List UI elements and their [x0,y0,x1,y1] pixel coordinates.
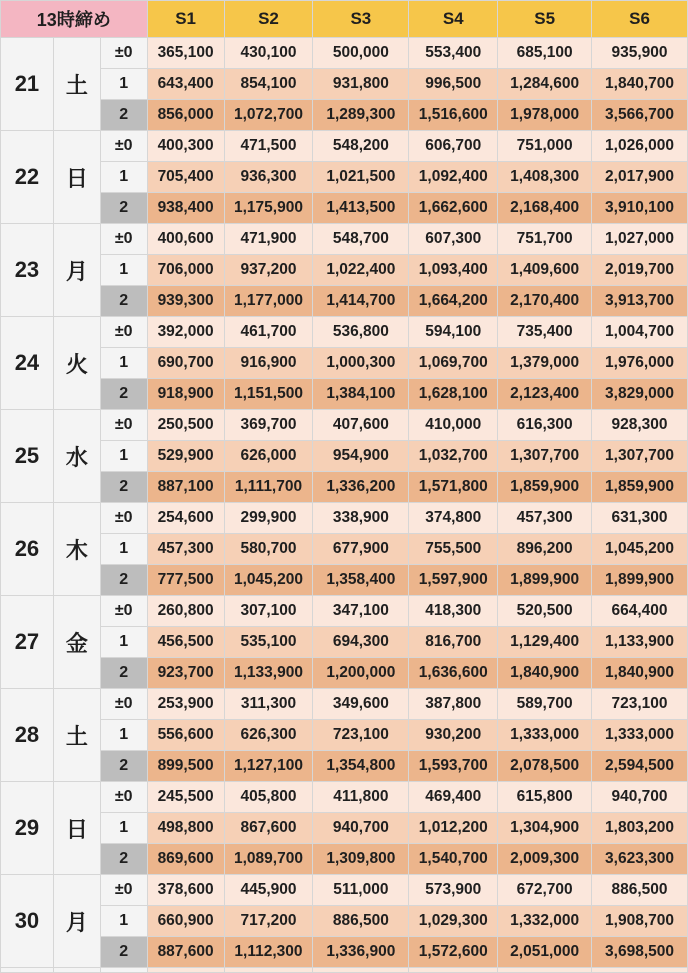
price-cell-s5: 896,200 [498,534,592,565]
price-cell-s4: 1,092,400 [409,162,498,193]
table-row [1,906,688,937]
price-cell-s6: 1,899,900 [592,565,688,596]
price-cell-s2: 626,300 [224,720,313,751]
date-cell: 30 [1,875,54,968]
weekday-cell: 日 [53,782,100,875]
price-cell-s6: 886,500 [592,875,688,906]
price-cell-s6: 1,026,000 [592,131,688,162]
level-cell: 1 [100,441,147,472]
table-row [1,38,688,69]
price-cell-s1: 660,900 [147,906,224,937]
price-cell-s6: 1,027,000 [592,224,688,255]
price-cell-s6: 1,133,900 [592,627,688,658]
level-cell: ±0 [100,596,147,627]
level-cell: ±0 [100,689,147,720]
price-cell-s5: 1,859,900 [498,472,592,503]
price-cell-s2: 580,700 [224,534,313,565]
price-cell-s4: 930,200 [409,720,498,751]
price-cell-s4: 1,012,200 [409,813,498,844]
table-row [1,286,688,317]
price-cell-s4: 374,800 [409,503,498,534]
price-cell-s6: 2,594,500 [592,751,688,782]
price-cell-s2: 461,700 [224,317,313,348]
level-cell: 1 [100,906,147,937]
price-cell-s2: 717,200 [224,906,313,937]
price-cell-s4: 1,029,300 [409,906,498,937]
price-cell-s2: 1,112,300 [224,937,313,968]
price-cell-s5: 1,409,600 [498,255,592,286]
price-cell-s2: 307,100 [224,596,313,627]
date-cell: 25 [1,410,54,503]
table-row [1,503,688,534]
table-row [1,844,688,875]
table-row [1,627,688,658]
column-header-s5: S5 [498,1,592,38]
price-cell-s4: 553,400 [409,38,498,69]
level-cell: ±0 [100,410,147,441]
price-cell-s4: 816,700 [409,627,498,658]
level-cell: 1 [100,813,147,844]
price-cell-s6: 1,908,700 [592,906,688,937]
price-cell-s3: 1,200,000 [313,658,409,689]
price-cell-s6: 3,913,700 [592,286,688,317]
price-cell-s1: 869,600 [147,844,224,875]
price-cell-s4: 1,540,700 [409,844,498,875]
price-cell-s1: 556,600 [147,720,224,751]
price-cell-s5: 735,400 [498,317,592,348]
level-cell: ±0 [100,224,147,255]
level-cell: ±0 [100,317,147,348]
level-cell: 1 [100,720,147,751]
price-cell-s2: 311,300 [224,689,313,720]
price-cell-s5: 1,304,900 [498,813,592,844]
price-cell-s3: 338,900 [313,503,409,534]
level-cell: ±0 [100,38,147,69]
level-cell: 2 [100,472,147,503]
cutoff-label: 13時締め [1,1,148,38]
price-cell-s6: 2,019,700 [592,255,688,286]
price-cell-s3: 1,336,900 [313,937,409,968]
column-header-s1: S1 [147,1,224,38]
price-cell-s4: 1,597,900 [409,565,498,596]
price-cell-s3: 1,021,500 [313,162,409,193]
price-cell-s1: 250,500 [147,410,224,441]
price-cell-s5: 685,100 [498,38,592,69]
date-cell: 22 [1,131,54,224]
table-row [1,937,688,968]
price-cell-s4: 1,032,700 [409,441,498,472]
price-cell-s5: 1,129,400 [498,627,592,658]
price-cell-s1: 400,600 [147,224,224,255]
table-row [1,720,688,751]
price-cell-s2: 1,151,500 [224,379,313,410]
price-cell-s2: 445,900 [224,875,313,906]
price-cell-s1: 706,000 [147,255,224,286]
table-row [1,224,688,255]
price-cell-s2: 535,100 [224,627,313,658]
price-cell-s1: 365,100 [147,38,224,69]
header-row [1,1,688,38]
level-cell: 2 [100,937,147,968]
price-cell-s2: 1,089,700 [224,844,313,875]
price-cell-s2: 1,177,000 [224,286,313,317]
price-cell-s6: 631,300 [592,503,688,534]
level-cell: 2 [100,658,147,689]
price-cell-s3: 1,000,300 [313,348,409,379]
price-cell-s3: 931,800 [313,69,409,100]
price-cell-s6: 664,400 [592,596,688,627]
price-cell-s5: 520,500 [498,596,592,627]
price-cell-s6: 2,017,900 [592,162,688,193]
price-cell-s3: 407,600 [313,410,409,441]
price-cell-s5: 2,009,300 [498,844,592,875]
date-cell: 24 [1,317,54,410]
level-cell: 1 [100,627,147,658]
price-cell-s3: 548,200 [313,131,409,162]
level-cell: ±0 [100,131,147,162]
weekday-cell: 月 [53,875,100,968]
price-cell-s1: 457,300 [147,534,224,565]
price-cell-s1: 643,400 [147,69,224,100]
price-cell-s6: 3,566,700 [592,100,688,131]
price-cell-s5: 1,408,300 [498,162,592,193]
price-cell-s4: 594,100 [409,317,498,348]
price-cell-s4: 1,664,200 [409,286,498,317]
date-cell: 21 [1,38,54,131]
price-cell-s3: 1,354,800 [313,751,409,782]
price-cell-s4: 1,662,600 [409,193,498,224]
column-header-s6: S6 [592,1,688,38]
price-cell-s6: 1,307,700 [592,441,688,472]
level-cell: 1 [100,255,147,286]
price-cell-s2: 405,800 [224,782,313,813]
level-cell: ±0 [100,503,147,534]
price-cell-s3: 1,022,400 [313,255,409,286]
price-cell-s2: 299,900 [224,503,313,534]
price-cell-s4: 1,571,800 [409,472,498,503]
price-cell-s3: 677,900 [313,534,409,565]
price-cell-s1: 498,800 [147,813,224,844]
price-cell-s4: 607,300 [409,224,498,255]
price-cell-s1: 254,600 [147,503,224,534]
price-cell-s2: 1,133,900 [224,658,313,689]
level-cell: 2 [100,286,147,317]
table-row [1,317,688,348]
date-cell: 29 [1,782,54,875]
weekday-cell: 火 [53,317,100,410]
price-cell-s5: 751,700 [498,224,592,255]
price-cell-s6: 3,910,100 [592,193,688,224]
price-cell-s5: 615,800 [498,782,592,813]
price-cell-s3: 411,800 [313,782,409,813]
price-cell-s2: 1,111,700 [224,472,313,503]
table-row [1,472,688,503]
price-cell-s2: 937,200 [224,255,313,286]
level-cell: 2 [100,844,147,875]
table-body [1,38,688,973]
price-cell-s5: 1,333,000 [498,720,592,751]
table-row [1,689,688,720]
weekday-cell: 金 [53,596,100,689]
price-cell-s4: 387,800 [409,689,498,720]
table-row [1,534,688,565]
level-cell: 2 [100,751,147,782]
price-cell-s6: 3,829,000 [592,379,688,410]
table-row [1,813,688,844]
price-cell-s3: 694,300 [313,627,409,658]
table-row [1,131,688,162]
price-cell-s5: 616,300 [498,410,592,441]
price-cell-s5: 457,300 [498,503,592,534]
price-cell-s4: 418,300 [409,596,498,627]
price-cell-s1: 856,000 [147,100,224,131]
table-row [1,69,688,100]
price-cell-s1: 260,800 [147,596,224,627]
table-row [1,441,688,472]
price-cell-s1: 918,900 [147,379,224,410]
price-cell-s1: 705,400 [147,162,224,193]
price-cell-s5: 2,170,400 [498,286,592,317]
price-cell-s2: 369,700 [224,410,313,441]
price-cell-s6: 1,333,000 [592,720,688,751]
level-cell: 1 [100,69,147,100]
weekday-cell: 土 [53,38,100,131]
price-cell-s4: 1,069,700 [409,348,498,379]
price-cell-s3: 1,309,800 [313,844,409,875]
price-cell-s5: 589,700 [498,689,592,720]
price-cell-s4: 1,636,600 [409,658,498,689]
price-cell-s5: 2,123,400 [498,379,592,410]
price-cell-s5: 1,284,600 [498,69,592,100]
price-cell-s4: 606,700 [409,131,498,162]
price-cell-s6: 3,698,500 [592,937,688,968]
table-row [1,782,688,813]
level-cell: 2 [100,193,147,224]
price-cell-s3: 1,413,500 [313,193,409,224]
price-cell-s5: 1,899,900 [498,565,592,596]
price-cell-s5: 2,051,000 [498,937,592,968]
column-header-s4: S4 [409,1,498,38]
price-cell-s2: 626,000 [224,441,313,472]
price-cell-s2: 430,100 [224,38,313,69]
column-header-s2: S2 [224,1,313,38]
price-cell-s4: 1,628,100 [409,379,498,410]
price-cell-s4: 1,593,700 [409,751,498,782]
price-cell-s3: 500,000 [313,38,409,69]
price-cell-s1: 253,900 [147,689,224,720]
price-cell-s1: 400,300 [147,131,224,162]
price-cell-s5: 751,000 [498,131,592,162]
price-cell-s4: 469,400 [409,782,498,813]
table-row [1,162,688,193]
price-cell-s5: 2,168,400 [498,193,592,224]
price-cell-s6: 1,803,200 [592,813,688,844]
price-cell-s2: 916,900 [224,348,313,379]
price-cell-s1: 777,500 [147,565,224,596]
price-cell-s6: 928,300 [592,410,688,441]
level-cell: 2 [100,100,147,131]
table-row [1,193,688,224]
level-cell: 1 [100,534,147,565]
price-cell-s5: 2,078,500 [498,751,592,782]
price-cell-s5: 1,840,900 [498,658,592,689]
price-cell-s2: 1,175,900 [224,193,313,224]
price-cell-s1: 939,300 [147,286,224,317]
table-row [1,410,688,441]
price-cell-s6: 1,004,700 [592,317,688,348]
price-cell-s3: 548,700 [313,224,409,255]
price-cell-s3: 1,414,700 [313,286,409,317]
weekday-cell: 土 [53,689,100,782]
price-cell-s2: 471,500 [224,131,313,162]
price-cell-s6: 1,859,900 [592,472,688,503]
price-cell-s3: 886,500 [313,906,409,937]
price-cell-s6: 1,840,900 [592,658,688,689]
price-cell-s1: 392,000 [147,317,224,348]
price-cell-s2: 1,072,700 [224,100,313,131]
table-row [1,100,688,131]
date-cell: 23 [1,224,54,317]
date-cell: 27 [1,596,54,689]
price-cell-s3: 1,358,400 [313,565,409,596]
table-row [1,658,688,689]
price-cell-s1: 456,500 [147,627,224,658]
price-cell-s4: 1,516,600 [409,100,498,131]
price-cell-s5: 672,700 [498,875,592,906]
price-cell-s6: 940,700 [592,782,688,813]
table-row [1,596,688,627]
weekday-cell: 月 [53,224,100,317]
level-cell: 2 [100,565,147,596]
price-cell-s1: 887,600 [147,937,224,968]
level-cell: 2 [100,379,147,410]
price-cell-s5: 1,332,000 [498,906,592,937]
level-cell: 1 [100,348,147,379]
weekday-cell: 木 [53,503,100,596]
price-cell-s3: 1,336,200 [313,472,409,503]
price-cell-s1: 899,500 [147,751,224,782]
price-cell-s1: 690,700 [147,348,224,379]
price-cell-s1: 923,700 [147,658,224,689]
price-cell-s6: 1,976,000 [592,348,688,379]
price-cell-s3: 940,700 [313,813,409,844]
price-cell-s6: 3,623,300 [592,844,688,875]
price-cell-s2: 1,127,100 [224,751,313,782]
table-row [1,875,688,906]
price-cell-s2: 471,900 [224,224,313,255]
price-cell-s3: 1,384,100 [313,379,409,410]
level-cell: 1 [100,162,147,193]
price-cell-s4: 1,572,600 [409,937,498,968]
table-row [1,565,688,596]
column-header-s3: S3 [313,1,409,38]
price-cell-s3: 723,100 [313,720,409,751]
weekday-cell: 水 [53,410,100,503]
price-cell-s2: 1,045,200 [224,565,313,596]
price-cell-s2: 867,600 [224,813,313,844]
price-cell-s1: 887,100 [147,472,224,503]
price-cell-s5: 1,307,700 [498,441,592,472]
price-cell-s3: 954,900 [313,441,409,472]
price-cell-s1: 529,900 [147,441,224,472]
price-cell-s3: 1,289,300 [313,100,409,131]
price-cell-s2: 854,100 [224,69,313,100]
date-cell: 28 [1,689,54,782]
table-row [1,255,688,286]
price-cell-s4: 410,000 [409,410,498,441]
price-cell-s4: 996,500 [409,69,498,100]
price-cell-s3: 511,000 [313,875,409,906]
price-cell-s3: 349,600 [313,689,409,720]
price-cell-s1: 938,400 [147,193,224,224]
date-cell: 26 [1,503,54,596]
price-cell-s1: 245,500 [147,782,224,813]
price-cell-s6: 723,100 [592,689,688,720]
level-cell: ±0 [100,782,147,813]
table-row [1,348,688,379]
price-cell-s5: 1,978,000 [498,100,592,131]
price-cell-s4: 573,900 [409,875,498,906]
price-cell-s4: 755,500 [409,534,498,565]
table-row [1,379,688,410]
price-cell-s6: 1,045,200 [592,534,688,565]
table-row [1,751,688,782]
price-cell-s6: 1,840,700 [592,69,688,100]
price-cell-s3: 536,800 [313,317,409,348]
price-cell-s2: 936,300 [224,162,313,193]
price-cell-s4: 1,093,400 [409,255,498,286]
price-cell-s1: 378,600 [147,875,224,906]
price-cell-s5: 1,379,000 [498,348,592,379]
weekday-cell: 日 [53,131,100,224]
price-cell-s3: 347,100 [313,596,409,627]
price-cell-s6: 935,900 [592,38,688,69]
level-cell: ±0 [100,875,147,906]
